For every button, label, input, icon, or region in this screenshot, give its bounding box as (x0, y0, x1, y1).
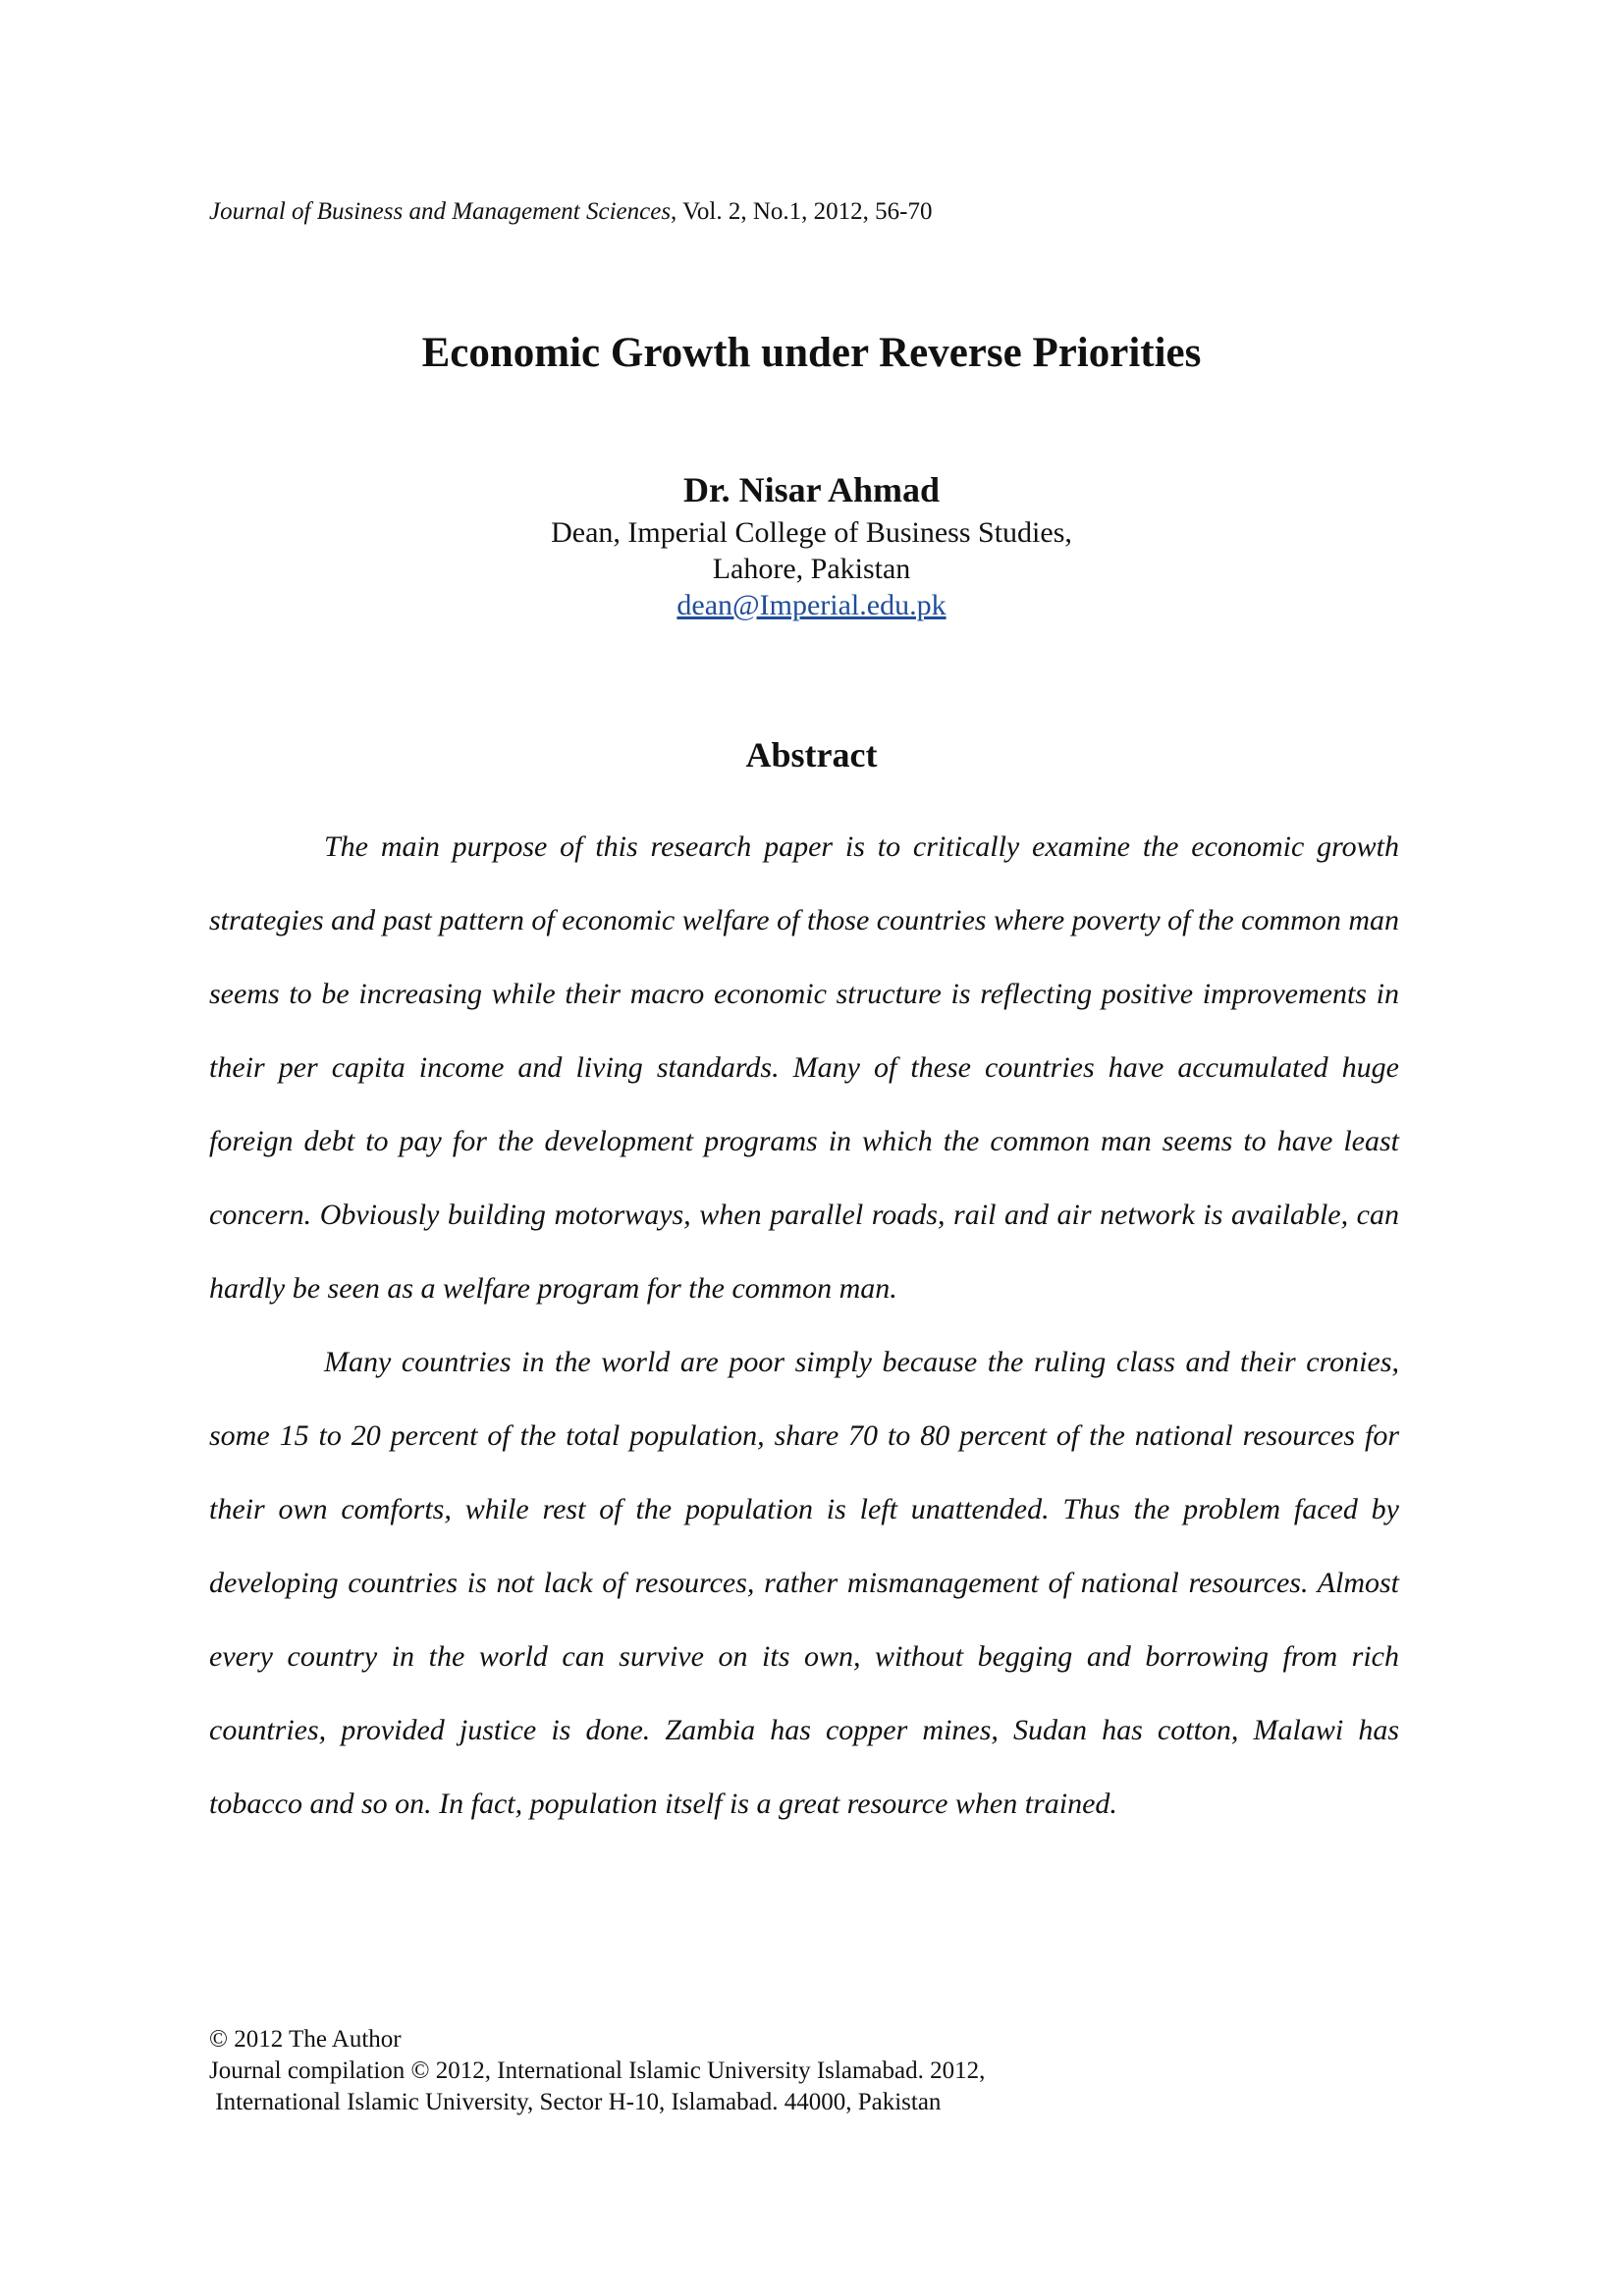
abstract-paragraph-1: The main purpose of this research paper is to critically examine the economic growth strategies and past pattern of economic welfare of those countries where poverty of the common man seems to be increasing while their macro economic structure is reflecting positive improvements in their per capita income and living standards. Many of these countries have accumulated huge foreign debt to pay for the development programs in which the common man seems to have least concern. Obviously building motorways, when parallel roads, rail and air network is available, can hardly be seen as a welfare program for the common man. (209, 830, 1399, 1305)
paper-title: Economic Growth under Reverse Priorities (421, 330, 1202, 376)
footer-address: International Islamic University, Sector H-10, Islamabad. 44000, Pakistan (209, 2089, 942, 2115)
author-email-link[interactable]: dean@Imperial.edu.pk (676, 589, 947, 621)
page-footer (209, 2024, 985, 2118)
abstract-paragraph-2: Many countries in the world are poor simply because the ruling class and their cronies, some 15 to 20 percent of the total population, share 70 to 80 percent of the national resources for their own comforts, while rest of the population is left unattended. Thus the problem faced by developing countries is not lack of resources, rather mismanagement of national resources. Almost every country in the world can survive on its own, without begging and borrowing from rich countries, provided justice is done. Zambia has copper mines, Sudan has cotton, Malawi has tobacco and so on. In fact, population itself is a great resource when trained. (209, 1346, 1399, 1820)
abstract-body (209, 810, 1399, 1841)
journal-citation (209, 192, 933, 232)
journal-volume-pages: , Vol. 2, No.1, 2012, 56-70 (671, 198, 933, 225)
author-name: Dr. Nisar Ahmad (682, 470, 941, 509)
footer-copyright: © 2012 The Author (209, 2026, 402, 2053)
journal-name: Journal of Business and Management Sciences (209, 198, 672, 225)
author-affiliation-line1: Dean, Imperial College of Business Studies, (551, 516, 1072, 549)
abstract-heading: Abstract (745, 735, 878, 774)
author-affiliation-line2: Lahore, Pakistan (712, 553, 911, 585)
footer-compilation: Journal compilation © 2012, International Islamic University Islamabad. 2012, (209, 2057, 986, 2084)
author-block (0, 465, 1623, 623)
